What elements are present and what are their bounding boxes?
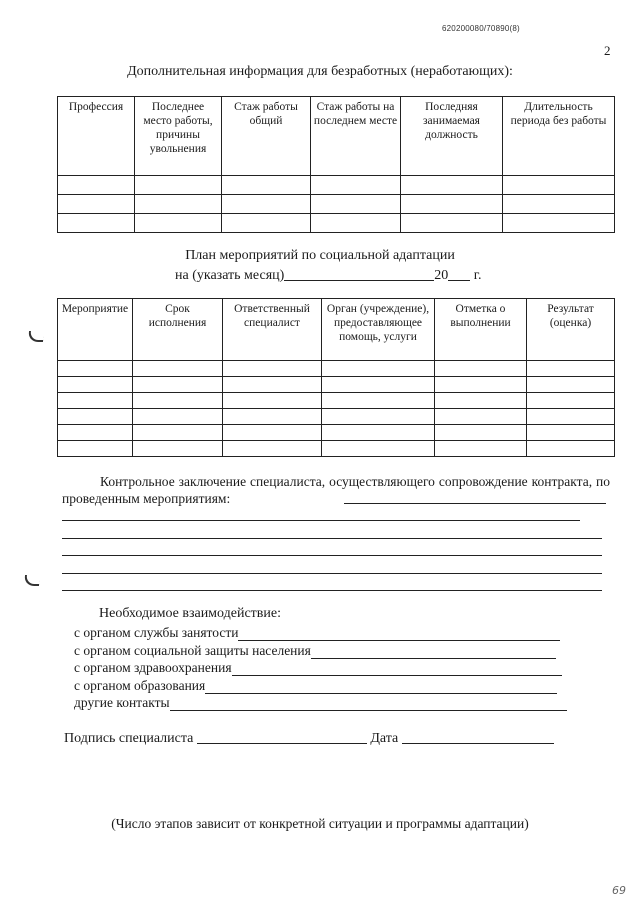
interaction-field[interactable] (311, 644, 556, 659)
table-cell[interactable] (311, 176, 401, 195)
table-cell[interactable] (58, 176, 135, 195)
table-row (58, 393, 615, 409)
interaction-row (74, 660, 562, 676)
table-cell[interactable] (435, 425, 527, 441)
interaction-row (74, 643, 556, 659)
interaction-row (74, 695, 567, 711)
table-cell[interactable] (222, 195, 311, 214)
table-cell[interactable] (58, 425, 133, 441)
table-cell[interactable] (435, 393, 527, 409)
table-cell[interactable] (527, 425, 615, 441)
table-cell[interactable] (311, 195, 401, 214)
table-row (58, 377, 615, 393)
interaction-label: другие контакты (74, 695, 170, 710)
table-cell[interactable] (223, 409, 322, 425)
signature-label: Подпись специалиста (64, 731, 194, 746)
table-cell[interactable] (435, 377, 527, 393)
interaction-field[interactable] (238, 626, 560, 641)
margin-mark (23, 575, 41, 586)
column-header: Срок исполнения (133, 299, 223, 361)
year-suffix: г. (473, 268, 482, 283)
table-row (58, 409, 615, 425)
table-cell[interactable] (58, 214, 135, 233)
table-cell[interactable] (527, 361, 615, 377)
table-cell[interactable] (435, 361, 527, 377)
page-number: 2 (604, 43, 611, 58)
unemployed-info-table (57, 96, 615, 233)
column-header: Последняя занимаемая должность (401, 97, 503, 176)
table-header-row (58, 299, 615, 361)
interaction-label: с органом социальной защиты населения (74, 643, 311, 658)
year-field[interactable] (448, 266, 470, 281)
table-cell[interactable] (133, 377, 223, 393)
table-cell[interactable] (133, 361, 223, 377)
date-field[interactable] (402, 729, 554, 744)
table-cell[interactable] (401, 214, 503, 233)
table-cell[interactable] (401, 195, 503, 214)
interaction-row (74, 625, 560, 641)
column-header: Орган (учреждение), предоставляющее помощь, услуги (322, 299, 435, 361)
interaction-field[interactable] (232, 661, 562, 676)
unemployed-section-title: Дополнительная информация для безработных (неработающих): (127, 64, 513, 79)
column-header: Последнее место работы, причины увольнения (135, 97, 222, 176)
table-cell[interactable] (322, 361, 435, 377)
table-cell[interactable] (58, 441, 133, 457)
table-cell[interactable] (311, 214, 401, 233)
signature-line (64, 729, 554, 747)
table-cell[interactable] (527, 409, 615, 425)
month-label: на (указать месяц) (175, 268, 285, 283)
table-cell[interactable] (435, 441, 527, 457)
table-cell[interactable] (58, 195, 135, 214)
table-cell[interactable] (527, 393, 615, 409)
table-cell[interactable] (58, 409, 133, 425)
table-cell[interactable] (223, 441, 322, 457)
table-cell[interactable] (527, 441, 615, 457)
interaction-field[interactable] (170, 696, 567, 711)
table-cell[interactable] (527, 377, 615, 393)
table-cell[interactable] (135, 195, 222, 214)
interaction-label: с органом образования (74, 678, 206, 693)
table-cell[interactable] (322, 393, 435, 409)
column-header: Результат (оценка) (527, 299, 615, 361)
table-row (58, 425, 615, 441)
table-cell[interactable] (503, 176, 615, 195)
date-label: Дата (370, 731, 399, 746)
table-cell[interactable] (322, 377, 435, 393)
margin-mark (27, 331, 45, 342)
table-cell[interactable] (223, 393, 322, 409)
table-cell[interactable] (133, 425, 223, 441)
table-cell[interactable] (58, 393, 133, 409)
table-cell[interactable] (222, 214, 311, 233)
conclusion-text: Контрольное заключение специалиста, осуществляющего сопровождение контракта, по проведенным мероприятиям: (62, 474, 610, 506)
conclusion-line[interactable] (344, 503, 606, 504)
table-cell[interactable] (223, 377, 322, 393)
table-cell[interactable] (322, 425, 435, 441)
document-id: 620200080/70890(8) (442, 24, 520, 33)
column-header: Длительность периода без работы (503, 97, 615, 176)
table-row (58, 441, 615, 457)
table-cell[interactable] (222, 176, 311, 195)
footer-note: (Число этапов зависит от конкретной ситуации и программы адаптации) (111, 816, 529, 831)
table-cell[interactable] (135, 176, 222, 195)
table-cell[interactable] (223, 425, 322, 441)
table-cell[interactable] (503, 214, 615, 233)
year-prefix: 20 (434, 268, 449, 283)
table-cell[interactable] (401, 176, 503, 195)
column-header: Стаж работы на последнем месте (311, 97, 401, 176)
table-cell[interactable] (58, 377, 133, 393)
table-cell[interactable] (133, 409, 223, 425)
table-row (58, 361, 615, 377)
conclusion-line[interactable] (62, 520, 580, 521)
interaction-title: Необходимое взаимодействие: (99, 606, 282, 621)
table-cell[interactable] (322, 409, 435, 425)
table-header-row (58, 97, 615, 176)
table-cell[interactable] (435, 409, 527, 425)
table-row (58, 214, 615, 233)
column-header: Отметка о выполнении (435, 299, 527, 361)
table-cell[interactable] (223, 361, 322, 377)
signature-field[interactable] (197, 729, 367, 744)
interaction-label: с органом службы занятости (74, 625, 239, 640)
adaptation-plan-title: План мероприятий по социальной адаптации (185, 248, 455, 263)
conclusion-line[interactable] (62, 590, 602, 591)
interaction-field[interactable] (205, 679, 557, 694)
adaptation-plan-month-line (175, 266, 481, 284)
table-cell[interactable] (133, 393, 223, 409)
column-header: Ответственный специалист (223, 299, 322, 361)
handwritten-page-number: 69 (612, 884, 626, 897)
table-cell[interactable] (58, 361, 133, 377)
table-cell[interactable] (322, 441, 435, 457)
adaptation-plan-table (57, 298, 615, 457)
interaction-label: с органом здравоохранения (74, 660, 232, 675)
interaction-row (74, 678, 557, 694)
table-cell[interactable] (133, 441, 223, 457)
column-header: Стаж работы общий (222, 97, 311, 176)
month-field[interactable] (284, 266, 434, 281)
conclusion-line[interactable] (62, 555, 602, 556)
conclusion-line[interactable] (62, 538, 602, 539)
column-header: Профессия (58, 97, 135, 176)
column-header: Мероприятие (58, 299, 133, 361)
table-cell[interactable] (503, 195, 615, 214)
table-row (58, 176, 615, 195)
table-row (58, 195, 615, 214)
conclusion-line[interactable] (62, 573, 602, 574)
table-cell[interactable] (135, 214, 222, 233)
